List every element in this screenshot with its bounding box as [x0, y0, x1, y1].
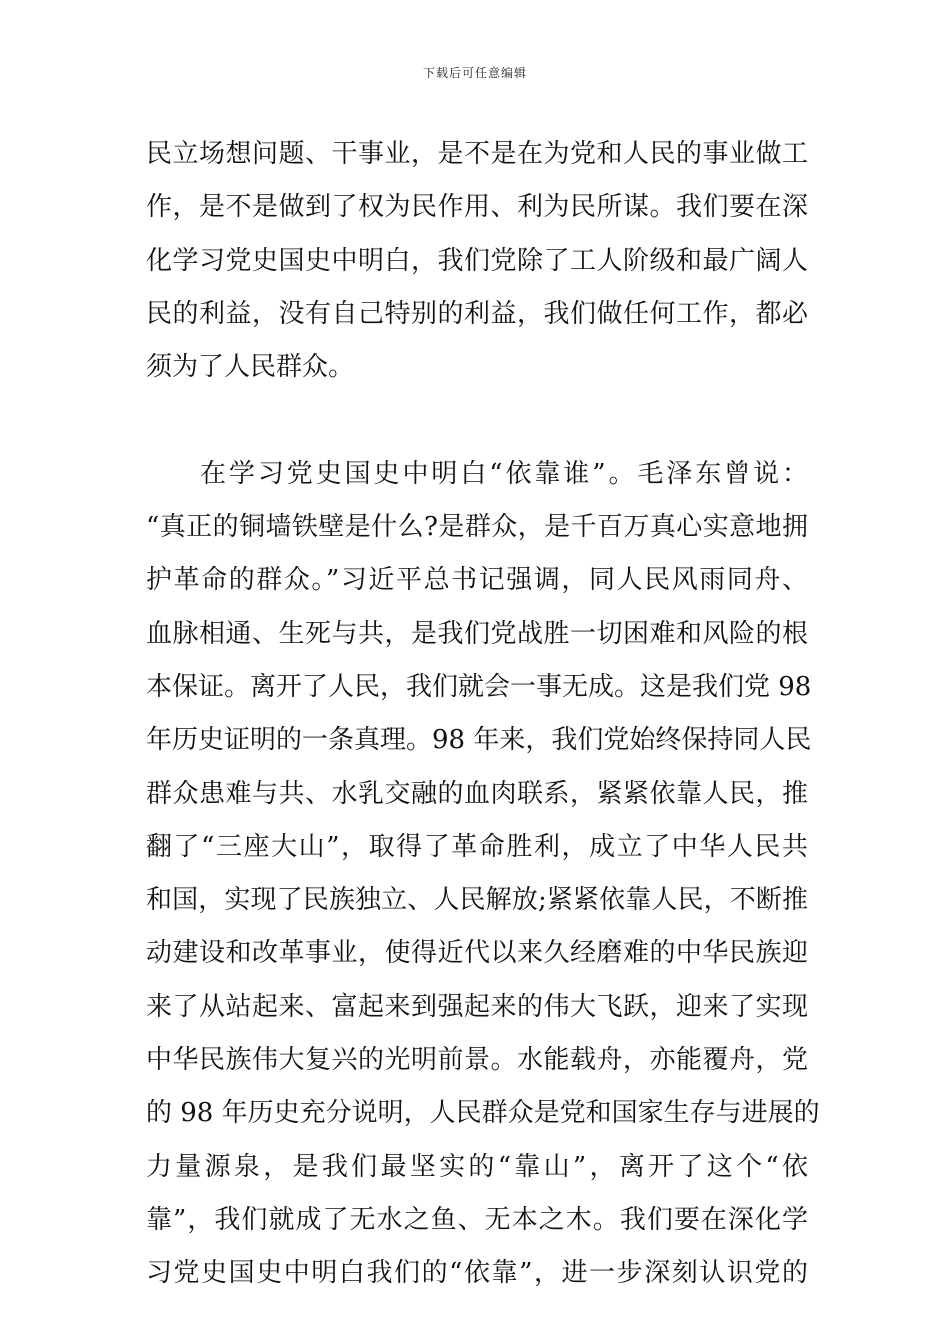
- text-line: 本保证。离开了人民，我们就会一事无成。这是我们党 98: [146, 671, 812, 702]
- page-header: 下载后可任意编辑: [422, 66, 527, 80]
- text-line: 血脉相通、生死与共，是我们党战胜一切困难和风险的根: [146, 618, 808, 649]
- text-line: “真正的铜墙铁壁是什么?是群众，是千百万真心实意地拥: [146, 512, 808, 543]
- text-line: 作，是不是做到了权为民作用、利为民所谋。我们要在深: [146, 192, 808, 223]
- paragraph-2: [146, 448, 820, 1301]
- text-line: 翻了“三座大山”，取得了革命胜利，成立了中华人民共: [146, 831, 808, 862]
- text-line: 护革命的群众。”习近平总书记强调，同人民风雨同舟、: [146, 565, 808, 596]
- text-line: 须为了人民群众。: [146, 352, 355, 383]
- text-line: 民的利益，没有自己特别的利益，我们做任何工作，都必: [146, 298, 808, 329]
- text-line: 民立场想问题、干事业，是不是在为党和人民的事业做工: [146, 139, 808, 169]
- text-line: 的 98 年历史充分说明，人民群众是党和国家生存与进展的: [146, 1098, 820, 1129]
- text-line: 群众患难与共、水乳交融的血肉联系，紧紧依靠人民，推: [146, 778, 808, 809]
- text-line: 化学习党史国史中明白，我们党除了工人阶级和最广阔人: [146, 245, 808, 276]
- text-line: 在学习党史国史中明白“依靠谁”。毛泽东曾说：: [200, 458, 808, 489]
- text-line: 习党史国史中明白我们的“依靠”，进一步深刻认识党的: [146, 1258, 808, 1289]
- paragraph-1: [146, 128, 808, 394]
- text-line: 靠”，我们就成了无水之鱼、无本之木。我们要在深化学: [146, 1204, 808, 1235]
- text-line: 动建设和改革事业，使得近代以来久经磨难的中华民族迎: [146, 938, 808, 969]
- text-line: 来了从站起来、富起来到强起来的伟大飞跃，迎来了实现: [146, 991, 808, 1022]
- paragraph-gap: [146, 394, 808, 447]
- document-body: [146, 128, 820, 1301]
- text-line: 力量源泉，是我们最坚实的“靠山”，离开了这个“依: [146, 1151, 808, 1182]
- text-line: 年历史证明的一条真理。98 年来，我们党始终保持同人民: [146, 725, 812, 756]
- text-line: 和国，实现了民族独立、人民解放;紧紧依靠人民，不断推: [146, 885, 808, 916]
- text-line: 中华民族伟大复兴的光明前景。水能载舟，亦能覆舟，党: [146, 1045, 808, 1076]
